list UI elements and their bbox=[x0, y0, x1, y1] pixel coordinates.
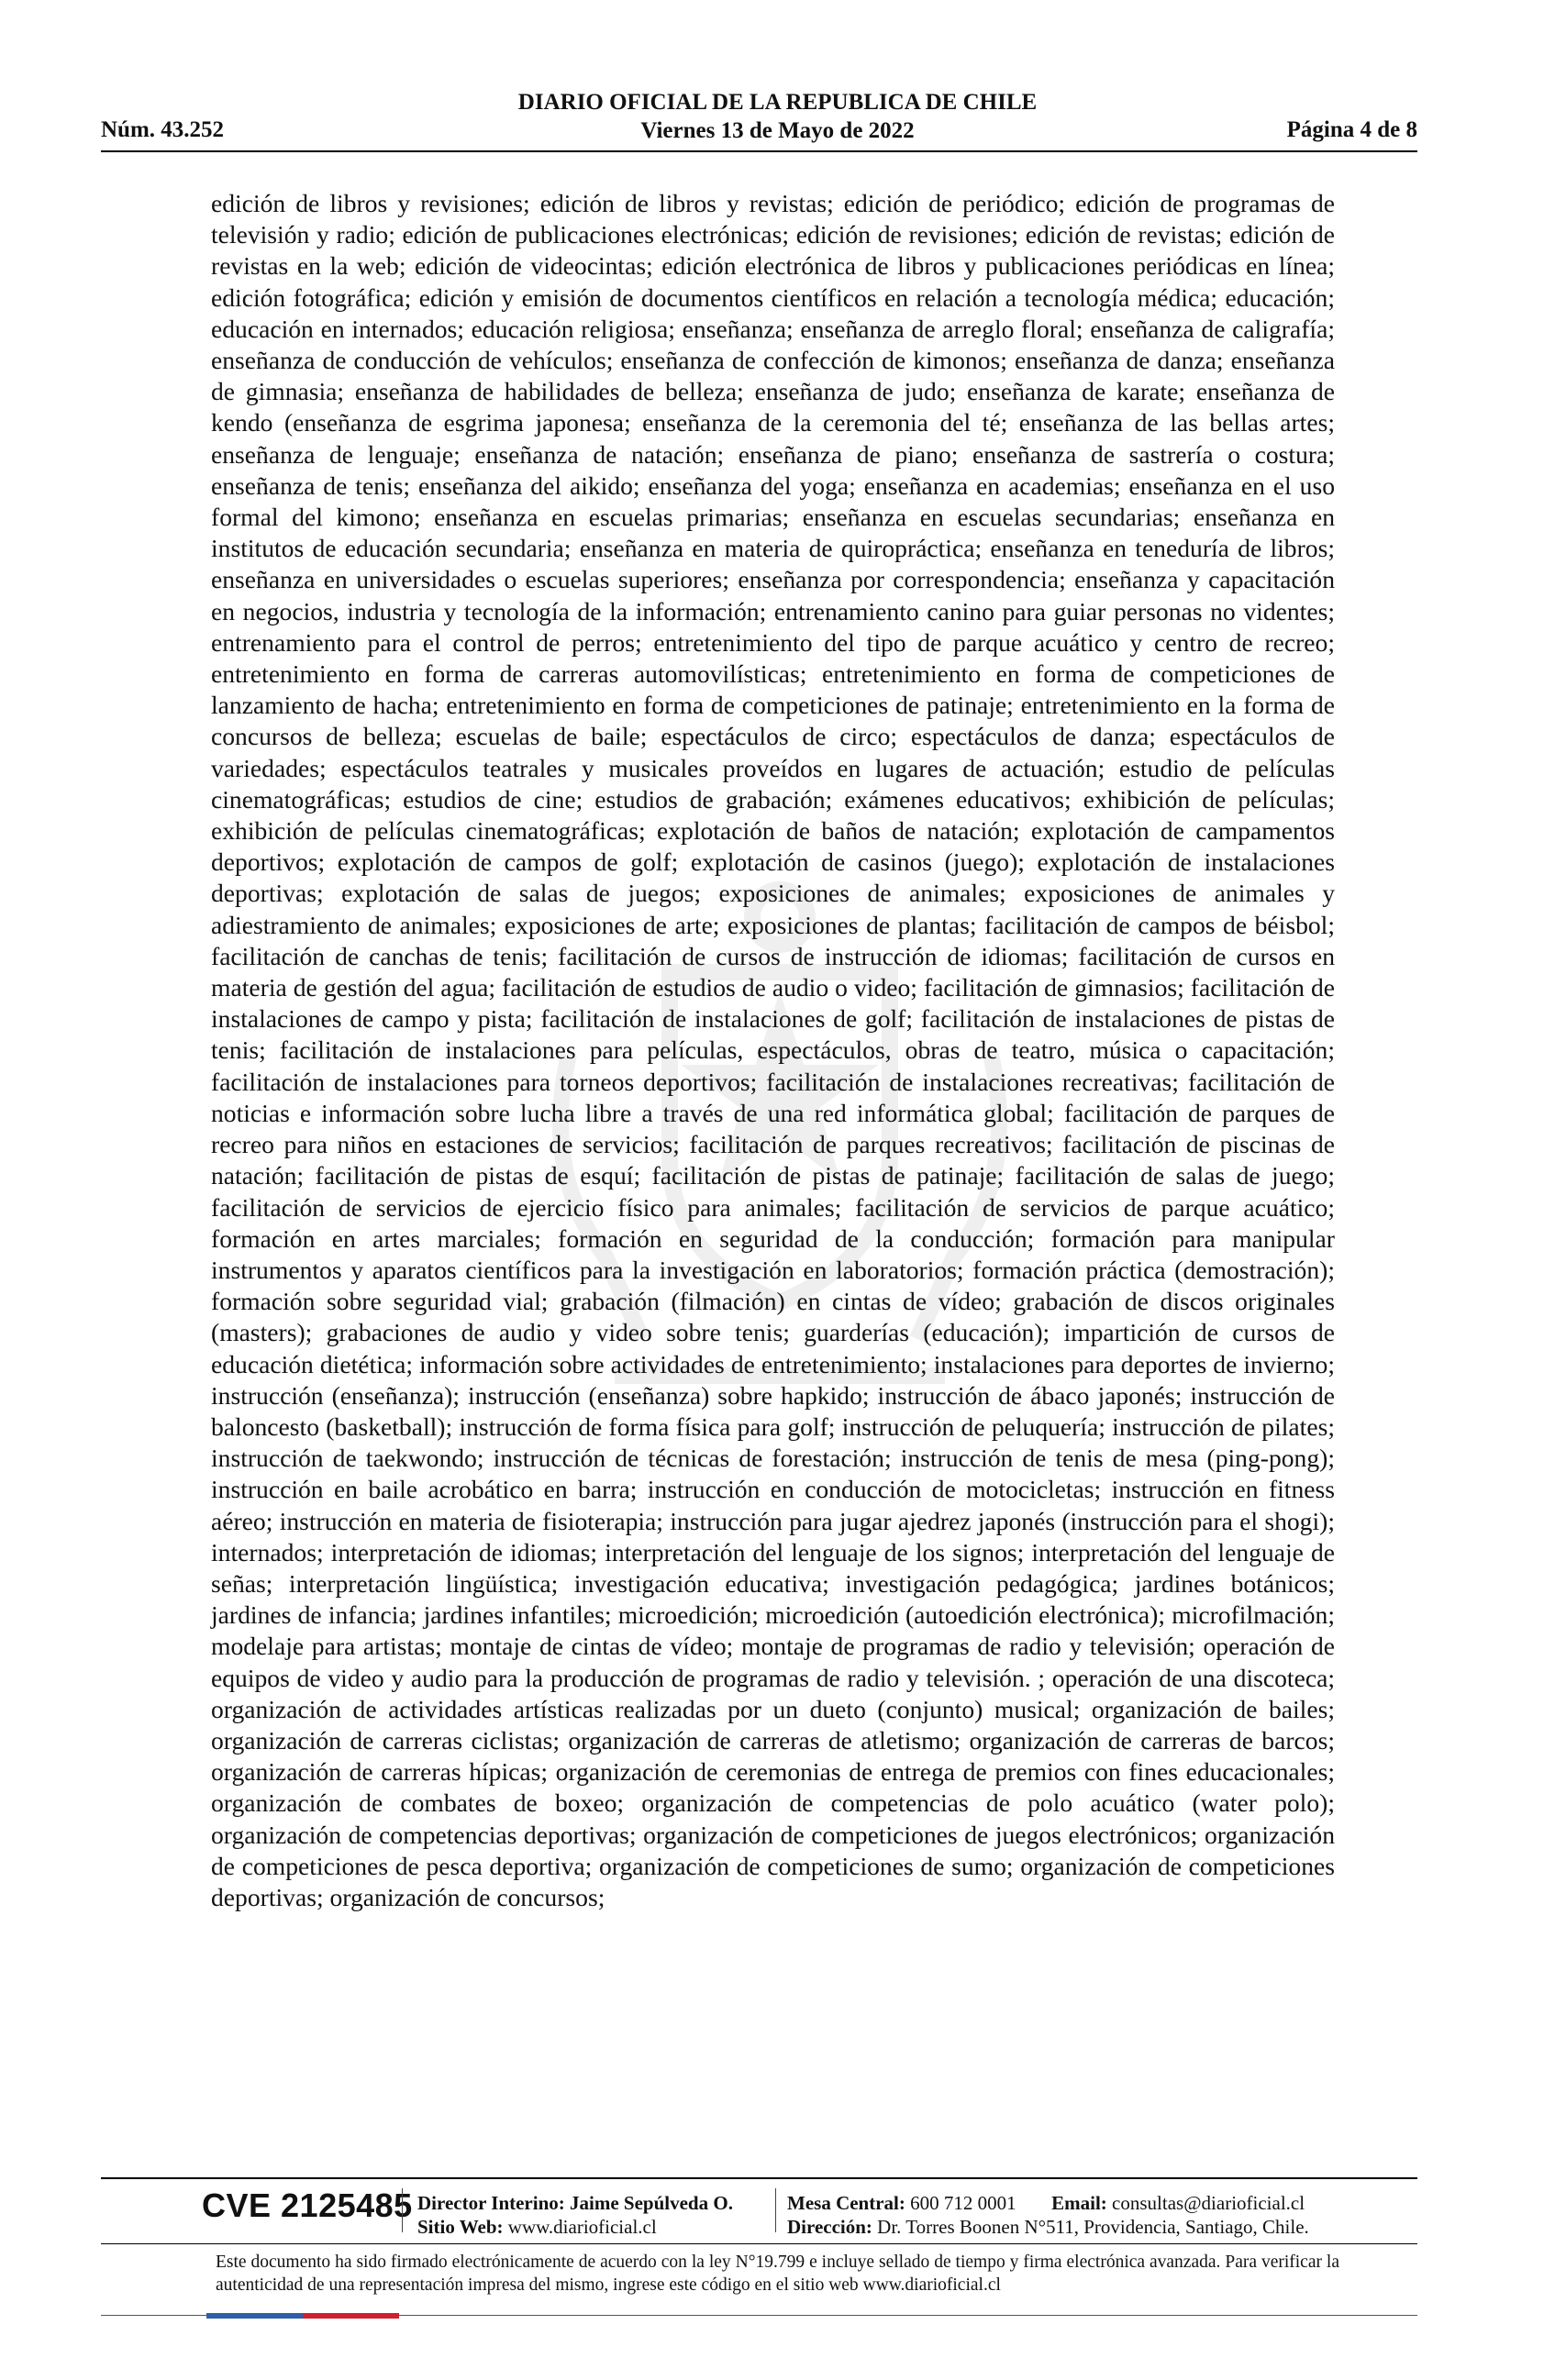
footer-divider-top bbox=[101, 2177, 1417, 2179]
website-link[interactable]: www.diarioficial.cl bbox=[507, 2216, 657, 2238]
header-page-number: Página 4 de 8 bbox=[1286, 117, 1417, 142]
flag-blue-segment bbox=[206, 2313, 303, 2319]
website-label: Sitio Web: bbox=[417, 2216, 504, 2238]
header-title: DIARIO OFICIAL DE LA REPUBLICA DE CHILE bbox=[517, 90, 1038, 115]
email-link[interactable]: consultas@diarioficial.cl bbox=[1112, 2192, 1305, 2214]
footer-contact-block bbox=[787, 2191, 1309, 2239]
header-divider bbox=[101, 150, 1417, 152]
email-label: Email: bbox=[1051, 2192, 1107, 2214]
document-body-text: edición de libros y revisiones; edición de libros y revistas; edición de periódico; edición de programas de televisión y radio; edición de publicaciones electrónicas; edición de revisiones; edición de revistas; edición de revistas en la web; edición de videocintas; edición electrónica de libros y publicaciones periódicas en línea; edición fotográfica; edición y emisión de documentos científicos en relación a tecnología médica; educación; educación en internados; educación religiosa; enseñanza; enseñanza de arreglo floral; enseñanza de caligrafía; enseñanza de conducción de vehículos; enseñanza de confección de kimonos; enseñanza de danza; enseñanza de gimnasia; enseñanza de habilidades de belleza; enseñanza de judo; enseñanza de karate; enseñanza de kendo (enseñanza de esgrima japonesa; enseñanza de la ceremonia del té; enseñanza de las bellas artes; enseñanza de lenguaje; enseñanza de natación; enseñanza de piano; enseñanza de sastrería o costura; enseñanza de tenis; enseñanza del aikido; enseñanza del yoga; enseñanza en academias; enseñanza en el uso formal del kimono; enseñanza en escuelas primarias; enseñanza en escuelas secundarias; enseñanza en institutos de educación secundaria; enseñanza en materia de quiropráctica; enseñanza en teneduría de libros; enseñanza en universidades o escuelas superiores; enseñanza por correspondencia; enseñanza y capacitación en negocios, industria y tecnología de la información; entrenamiento canino para guiar personas no videntes; entrenamiento para el control de perros; entretenimiento del tipo de parque acuático y centro de recreo; entretenimiento en forma de carreras automovilísticas; entretenimiento en forma de competiciones de lanzamiento de hacha; entretenimiento en forma de competiciones de patinaje; entretenimiento en la forma de concursos de belleza; escuelas de baile; espectáculos de circo; espectáculos de danza; espectáculos de variedades; espectáculos teatrales y musicales proveídos en lugares de actuación; estudio de películas cinematográficas; estudios de cine; estudios de grabación; exámenes educativos; exhibición de películas; exhibición de películas cinematográficas; explotación de baños de natación; explotación de campamentos deportivos; explotación de campos de golf; explotación de casinos (juego); explotación de instalaciones deportivas; explotación de salas de juegos; exposiciones de animales; exposiciones de animales y adiestramiento de animales; exposiciones de arte; exposiciones de plantas; facilitación de campos de béisbol; facilitación de canchas de tenis; facilitación de cursos de instrucción de idiomas; facilitación de cursos en materia de gestión del agua; facilitación de estudios de audio o video; facilitación de gimnasios; facilitación de instalaciones de campo y pista; facilitación de instalaciones de golf; facilitación de instalaciones de pistas de tenis; facilitación de instalaciones para películas, espectáculos, obras de teatro, música o capacitación; facilitación de instalaciones para torneos deportivos; facilitación de instalaciones recreativas; facilitación de noticias e información sobre lucha libre a través de una red informática global; facilitación de parques de recreo para niños en estaciones de servicios; facilitación de parques recreativos; facilitación de piscinas de natación; facilitación de pistas de esquí; facilitación de pistas de patinaje; facilitación de salas de juego; facilitación de servicios de ejercicio físico para animales; facilitación de servicios de parque acuático; formación en artes marciales; formación en seguridad de la conducción; formación para manipular instrumentos y aparatos científicos para la investigación en laboratorios; formación práctica (demostración); formación sobre seguridad vial; grabación (filmación) en cintas de vídeo; grabación de discos originales (masters); grabaciones de audio y video sobre tenis; guarderías (educación); impartición de cursos de educación dietética; información sobre actividades de entretenimiento; instalaciones para deportes de invierno; instrucción (enseñanza); instrucción (enseñanza) sobre hapkido; instrucción de ábaco japonés; instrucción de baloncesto (basketball); instrucción de forma física para golf; instrucción de peluquería; instrucción de pilates; instrucción de taekwondo; instrucción de técnicas de forestación; instrucción de tenis de mesa (ping-pong); instrucción en baile acrobático en barra; instrucción en conducción de motocicletas; instrucción en fitness aéreo; instrucción en materia de fisioterapia; instrucción para jugar ajedrez japonés (instrucción para el shogi); internados; interpretación de idiomas; interpretación del lenguaje de los signos; interpretación del lenguaje de señas; interpretación lingüística; investigación educativa; investigación pedagógica; jardines botánicos; jardines de infancia; jardines infantiles; microedición; microedición (autoedición electrónica); microfilmación; modelaje para artistas; montaje de cintas de vídeo; montaje de programas de radio y televisión; operación de equipos de video y audio para la producción de programas de radio y televisión. ; operación de una discoteca; organización de actividades artísticas realizadas por un dueto (conjunto) musical; organización de bailes; organización de carreras ciclistas; organización de carreras de atletismo; organización de carreras de barcos; organización de carreras hípicas; organización de ceremonias de entrega de premios con fines educacionales; organización de combates de boxeo; organización de competencias de polo acuático (water polo); organización de competencias deportivas; organización de competiciones de juegos electrónicos; organización de competiciones de pesca deportiva; organización de competiciones de sumo; organización de competiciones deportivas; organización de concursos; bbox=[211, 189, 1335, 1911]
address-value: Dr. Torres Boonen N°511, Providencia, Santiago, Chile. bbox=[877, 2216, 1309, 2238]
header-date: Viernes 13 de Mayo de 2022 bbox=[640, 118, 915, 143]
cve-code: CVE 2125485 bbox=[202, 2186, 413, 2224]
director-label: Director Interino: bbox=[417, 2192, 565, 2214]
phone-label: Mesa Central: bbox=[787, 2192, 905, 2214]
footer-separator bbox=[402, 2188, 403, 2232]
flag-red-segment bbox=[303, 2313, 399, 2319]
footer-director-block bbox=[417, 2191, 733, 2239]
director-name: Jaime Sepúlveda O. bbox=[570, 2192, 733, 2214]
footer-separator bbox=[775, 2188, 776, 2232]
header-issue-number: Núm. 43.252 bbox=[101, 117, 225, 142]
footer-divider-middle bbox=[101, 2243, 1417, 2244]
chile-flag-stripe bbox=[206, 2313, 399, 2319]
phone-value: 600 712 0001 bbox=[910, 2192, 1016, 2214]
signature-notice: Este documento ha sido firmado electrónicamente de acuerdo con la ley N°19.799 e incluye sellado de tiempo y firma electrónica avanzada. Para verificar la autenticidad de una representación impresa del mismo, ingrese este código en el sitio web www.diarioficial.cl bbox=[216, 2253, 1339, 2295]
address-label: Dirección: bbox=[787, 2216, 872, 2238]
